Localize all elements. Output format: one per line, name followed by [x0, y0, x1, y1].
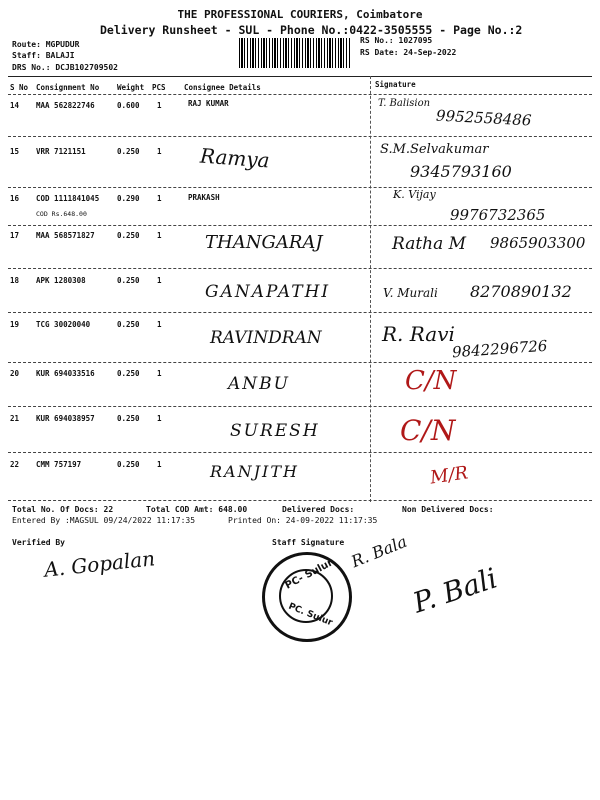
- handwritten-consignee: ANBU: [228, 374, 290, 394]
- row-weight: 0.250: [117, 147, 140, 156]
- row-divider: [8, 312, 592, 313]
- receiver-signature: M/R: [428, 462, 470, 489]
- row-consignment: CMM 757197: [36, 460, 82, 469]
- entered-by: Entered By :MAGSUL 09/24/2022 11:17:35: [12, 516, 196, 525]
- col-consignment: Consignment No: [36, 83, 100, 92]
- staff-signature-label: Staff Signature: [272, 538, 345, 547]
- non-delivered-docs: Non Delivered Docs:: [402, 505, 494, 514]
- receiver-phone: 8270890132: [470, 282, 572, 301]
- row-sno: 21: [10, 414, 20, 423]
- handwritten-consignee: Ramya: [199, 143, 271, 173]
- row-pcs: 1: [157, 231, 162, 240]
- runsheet-title: Delivery Runsheet - SUL - Phone No.:0422-3505555 - Page No.:2: [100, 23, 523, 37]
- receiver-signature: R. Ravi: [382, 322, 455, 346]
- handwritten-consignee: SURESH: [230, 421, 320, 441]
- cod-amount: COD Rs.648.00: [36, 210, 87, 218]
- row-consignment: VRR 7121151: [36, 147, 86, 156]
- row-sno: 15: [10, 147, 20, 156]
- route: Route: MGPUDUR: [12, 40, 80, 49]
- printed-on: Printed On: 24-09-2022 11:17:35: [228, 516, 378, 525]
- handwritten-consignee: THANGARAJ: [205, 232, 323, 253]
- row-pcs: 1: [157, 276, 162, 285]
- receiver-signature: V. Murali: [383, 286, 438, 300]
- company-title: THE PROFESSIONAL COURIERS, Coimbatore: [177, 8, 423, 21]
- row-pcs: 1: [157, 320, 162, 329]
- row-pcs: 1: [157, 194, 162, 203]
- row-pcs: 1: [157, 460, 162, 469]
- rs-date: RS Date: 24-Sep-2022: [360, 48, 457, 57]
- row-sno: 14: [10, 101, 20, 110]
- staff-signature-1: R. Bala: [348, 531, 410, 572]
- row-weight: 0.250: [117, 414, 140, 423]
- row-sno: 20: [10, 369, 20, 378]
- total-docs: Total No. Of Docs: 22: [12, 505, 114, 514]
- receiver-signature: C/N: [405, 366, 457, 396]
- handwritten-consignee: GANAPATHI: [205, 282, 331, 302]
- handwritten-consignee: RAVINDRAN: [210, 328, 322, 348]
- receiver-phone: 9345793160: [410, 162, 512, 181]
- row-sno: 18: [10, 276, 20, 285]
- row-consignment: COD 1111841045: [36, 194, 100, 203]
- row-divider: [8, 187, 592, 188]
- row-consignment: KUR 694033516: [36, 369, 95, 378]
- row-sno: 22: [10, 460, 20, 469]
- row-consignee: RAJ KUMAR: [188, 99, 229, 108]
- row-consignment: MAA 568571827: [36, 231, 95, 240]
- row-weight: 0.250: [117, 369, 140, 378]
- receiver-signature: T. Balision: [378, 98, 431, 109]
- drs-number: DRS No.: DCJB102709502: [12, 63, 118, 72]
- handwritten-consignee: RANJITH: [210, 462, 299, 481]
- receiver-phone: 9952558486: [435, 106, 532, 130]
- row-weight: 0.250: [117, 320, 140, 329]
- receiver-signature: Ratha M: [392, 234, 467, 254]
- receiver-signature: C/N: [400, 414, 456, 447]
- col-weight: Weight: [117, 83, 145, 92]
- row-pcs: 1: [157, 101, 162, 110]
- verified-by-label: Verified By: [12, 538, 65, 547]
- col-signature: Signature: [375, 80, 416, 89]
- row-weight: 0.250: [117, 276, 140, 285]
- verifier-signature: A. Gopalan: [43, 546, 157, 582]
- receiver-signature: S.M.Selvakumar: [380, 142, 489, 157]
- table-top-rule: [8, 76, 592, 77]
- rs-number: RS No.: 1027095: [360, 36, 433, 45]
- receiver-phone: 9976732365: [450, 206, 546, 224]
- row-consignment: APK 1280308: [36, 276, 86, 285]
- staff: Staff: BALAJI: [12, 51, 75, 60]
- col-consignee: Consignee Details: [184, 83, 261, 92]
- row-consignee: PRAKASH: [188, 193, 220, 202]
- row-weight: 0.250: [117, 460, 140, 469]
- receiver-signature: K. Vijay: [393, 188, 436, 201]
- row-sno: 16: [10, 194, 20, 203]
- row-divider: [8, 406, 592, 407]
- row-sno: 17: [10, 231, 20, 240]
- col-pcs: PCS: [152, 83, 166, 92]
- office-stamp: [262, 552, 352, 642]
- row-divider: [8, 452, 592, 453]
- row-divider: [8, 136, 592, 137]
- row-consignment: KUR 694038957: [36, 414, 95, 423]
- row-weight: 0.600: [117, 101, 140, 110]
- barcode: [239, 38, 351, 68]
- stamp-text-bottom: PC. Sulur: [286, 601, 334, 629]
- row-consignment: TCG 30020040: [36, 320, 91, 329]
- receiver-phone: 9842296726: [451, 336, 548, 362]
- stamp-text-top: PC- Sulur: [283, 557, 335, 592]
- row-divider: [8, 268, 592, 269]
- col-sno: S No: [10, 83, 29, 92]
- row-weight: 0.290: [117, 194, 140, 203]
- row-divider: [8, 362, 592, 363]
- signature-column-divider: [370, 76, 371, 502]
- header-rule: [8, 94, 592, 95]
- row-sno: 19: [10, 320, 20, 329]
- row-pcs: 1: [157, 414, 162, 423]
- row-consignment: MAA 562822746: [36, 101, 95, 110]
- table-bottom-rule: [8, 500, 592, 501]
- row-pcs: 1: [157, 147, 162, 156]
- row-divider: [8, 225, 592, 226]
- row-pcs: 1: [157, 369, 162, 378]
- staff-signature-2: P. Bali: [409, 561, 502, 620]
- receiver-phone: 9865903300: [490, 234, 586, 252]
- delivered-docs: Delivered Docs:: [282, 505, 355, 514]
- total-cod: Total COD Amt: 648.00: [146, 505, 248, 514]
- row-weight: 0.250: [117, 231, 140, 240]
